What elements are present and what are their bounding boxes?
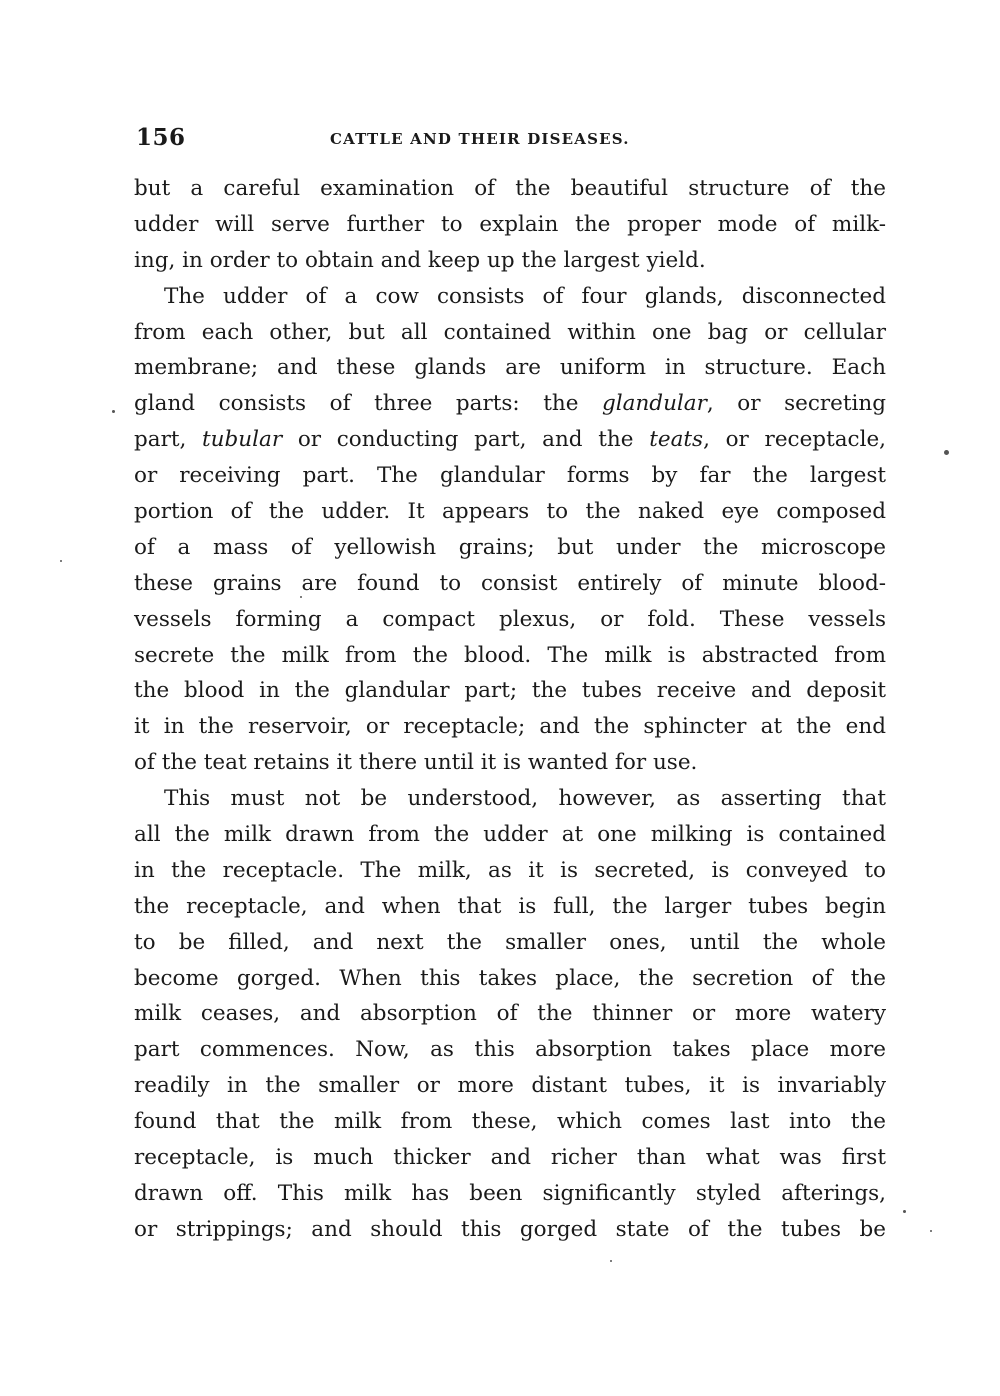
text-line xyxy=(134,817,886,853)
text-line xyxy=(134,566,886,602)
text-line xyxy=(134,925,886,961)
text-line xyxy=(134,889,886,925)
text-line xyxy=(134,996,886,1032)
text-segment: of the teat retains it there until it is wanted for use. xyxy=(134,750,698,776)
text-line xyxy=(134,243,886,279)
text-line xyxy=(134,1176,886,1212)
text-line xyxy=(134,745,886,781)
text-segment: or strippings; and should this gorged state of the tubes be xyxy=(134,1216,886,1242)
text-line xyxy=(134,494,886,530)
text-line xyxy=(134,1212,886,1248)
text-segment: This must not be understood, however, as asserting that xyxy=(164,786,886,812)
scan-speck xyxy=(60,560,62,562)
scan-speck xyxy=(903,1210,906,1213)
scan-speck xyxy=(930,1230,932,1232)
text-segment: portion of the udder. It appears to the naked eye composed xyxy=(134,499,886,525)
text-segment: secrete the milk from the blood. The milk is abstracted from xyxy=(134,642,886,668)
text-line xyxy=(134,709,886,745)
text-segment: in the receptacle. The milk, as it is secreted, is conveyed to xyxy=(134,857,886,883)
running-title: CATTLE AND THEIR DISEASES. xyxy=(330,130,630,148)
text-segment: receptacle, is much thicker and richer than what was first xyxy=(134,1145,886,1171)
text-line xyxy=(134,386,886,422)
text-line xyxy=(134,602,886,638)
text-line xyxy=(134,530,886,566)
italic-term: tubular xyxy=(202,427,283,453)
page-number: 156 xyxy=(136,124,186,151)
text-segment: but a careful examination of the beautiful structure of the xyxy=(134,176,886,201)
text-line xyxy=(134,781,886,817)
text-line xyxy=(134,638,886,674)
body-text xyxy=(134,171,886,1248)
text-line xyxy=(134,1032,886,1068)
text-segment: , or secreting xyxy=(706,391,886,417)
text-line xyxy=(134,171,886,207)
text-segment: or conducting part, and the xyxy=(282,427,650,453)
text-segment: gland consists of three parts: the xyxy=(134,391,602,417)
text-line xyxy=(134,1104,886,1140)
text-line xyxy=(134,422,886,458)
text-segment: of a mass of yellowish grains; but under the microscope xyxy=(134,534,886,560)
text-segment: udder will serve further to explain the proper mode of milk- xyxy=(134,211,886,237)
text-line xyxy=(134,315,886,351)
scan-speck xyxy=(610,1260,612,1262)
text-line xyxy=(134,350,886,386)
text-line xyxy=(134,458,886,494)
text-segment: or receiving part. The glandular forms by far the largest xyxy=(134,463,886,489)
text-segment: the receptacle, and when that is full, the larger tubes begin xyxy=(134,893,886,919)
text-segment: these grains are found to consist entirely of minute blood- xyxy=(134,570,886,596)
text-segment: from each other, but all contained within one bag or cellular xyxy=(134,319,886,345)
scan-speck xyxy=(300,596,302,598)
text-segment: vessels forming a compact plexus, or fold. These vessels xyxy=(134,606,886,632)
text-line xyxy=(134,1140,886,1176)
page-header xyxy=(134,124,886,160)
text-line xyxy=(134,1068,886,1104)
text-line xyxy=(134,961,886,997)
text-segment: part commences. Now, as this absorption takes place more xyxy=(134,1037,886,1063)
text-line xyxy=(134,853,886,889)
text-line xyxy=(134,673,886,709)
text-segment: the blood in the glandular part; the tubes receive and deposit xyxy=(134,678,886,704)
text-line xyxy=(134,279,886,315)
text-segment: become gorged. When this takes place, the secretion of the xyxy=(134,965,886,991)
text-segment: all the milk drawn from the udder at one milking is contained xyxy=(134,822,886,848)
text-segment: found that the milk from these, which comes last into the xyxy=(134,1109,886,1135)
text-segment: readily in the smaller or more distant tubes, it is invariably xyxy=(134,1073,886,1099)
italic-term: glandular xyxy=(602,391,707,417)
italic-term: teats xyxy=(649,427,704,453)
text-segment: , or receptacle, xyxy=(703,427,887,453)
text-segment: ing, in order to obtain and keep up the largest yield. xyxy=(134,247,706,273)
text-segment: drawn off. This milk has been significantly styled afterings, xyxy=(134,1180,886,1206)
text-segment: membrane; and these glands are uniform in structure. Each xyxy=(134,355,886,381)
text-segment: milk ceases, and absorption of the thinner or more watery xyxy=(134,1001,886,1027)
text-segment: to be filled, and next the smaller ones, until the whole xyxy=(134,929,886,955)
scan-speck xyxy=(112,410,115,413)
text-segment: The udder of a cow consists of four glands, disconnected xyxy=(164,283,886,309)
text-segment: it in the reservoir, or receptacle; and the sphincter at the end xyxy=(134,714,886,740)
text-line xyxy=(134,207,886,243)
text-segment: part, xyxy=(134,427,203,453)
scan-speck xyxy=(944,450,949,455)
